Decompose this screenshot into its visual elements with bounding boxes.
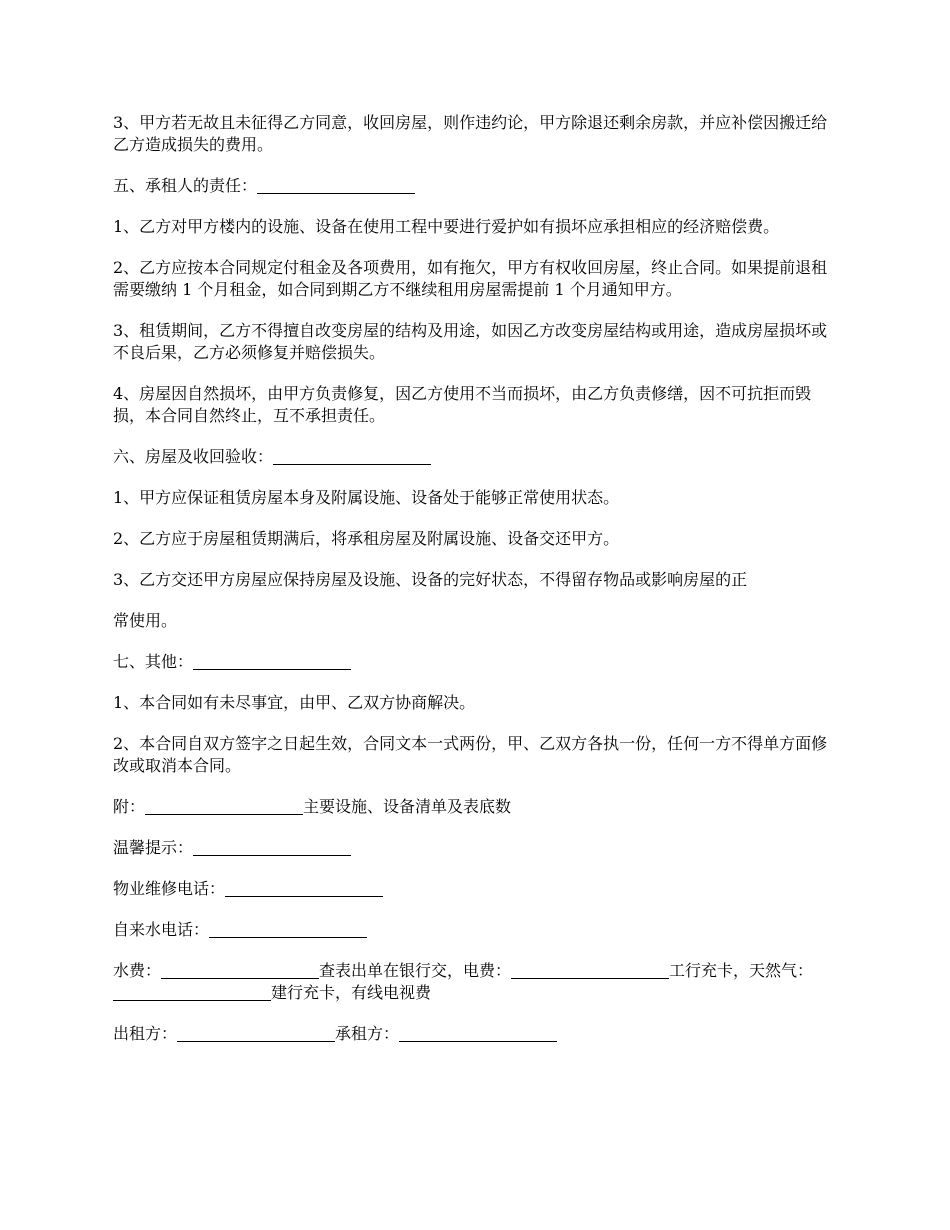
repair-phone-label: 物业维修电话：: [113, 879, 226, 898]
signature-line: [113, 1023, 840, 1045]
section-6-label: 六、房屋及收回验收：: [113, 447, 274, 466]
section-5-heading: [113, 175, 840, 197]
clause-6-1: 1、甲方应保证租赁房屋本身及附属设施、设备处于能够正常使用状态。: [113, 488, 620, 507]
section-5-blank: [257, 175, 415, 194]
clause-6-3-continued: 常使用。: [113, 611, 178, 630]
water-fee-blank: [161, 960, 319, 979]
lessor-label: 出租方：: [113, 1024, 178, 1043]
section-6-blank: [273, 446, 431, 465]
power-fee-text: 工行充卡，天然气：: [669, 961, 814, 980]
lessee-label: 承租方：: [335, 1024, 400, 1043]
clause-4-3: 3、甲方若无故且未征得乙方同意，收回房屋，则作违约论，甲方除退还剩余房款，并应补偿因搬迁给乙方造成损失的费用。: [113, 113, 828, 154]
section-7-blank: [193, 651, 351, 670]
fees-line: [113, 960, 840, 1004]
repair-phone-blank: [225, 878, 383, 897]
section-7-heading: [113, 651, 840, 673]
section-6-heading: [113, 446, 840, 468]
section-7-label: 七、其他：: [113, 652, 194, 671]
document-body: [113, 112, 840, 1064]
water-phone-label: 自来水电话：: [113, 920, 210, 939]
gas-fee-blank: [113, 982, 271, 1001]
section-5-label: 五、承租人的责任：: [113, 176, 258, 195]
power-fee-blank: [511, 960, 669, 979]
attachment-line: [113, 796, 840, 818]
water-fee-text: 查表出单在银行交，电费：: [319, 961, 512, 980]
gas-fee-text: 建行充卡，有线电视费: [271, 983, 432, 1002]
lessee-blank: [399, 1023, 557, 1042]
tip-line: [113, 837, 840, 859]
attachment-text: 主要设施、设备清单及表底数: [303, 797, 512, 816]
clause-5-3: 3、租赁期间，乙方不得擅自改变房屋的结构及用途，如因乙方改变房屋结构或用途，造成房屋损坏或不良后果，乙方必须修复并赔偿损失。: [113, 321, 828, 362]
clause-7-2: 2、本合同自双方签字之日起生效，合同文本一式两份，甲、乙双方各执一份，任何一方不得单方面修改或取消本合同。: [113, 734, 828, 775]
clause-6-2: 2、乙方应于房屋租赁期满后，将承租房屋及附属设施、设备交还甲方。: [113, 529, 620, 548]
clause-6-3: 3、乙方交还甲方房屋应保持房屋及设施、设备的完好状态，不得留存物品或影响房屋的正: [113, 570, 748, 589]
attachment-label: 附：: [113, 797, 146, 816]
water-phone-blank: [209, 919, 367, 938]
lessor-blank: [177, 1023, 335, 1042]
clause-5-2: 2、乙方应按本合同规定付租金及各项费用，如有拖欠，甲方有权收回房屋，终止合同。如果提前退租需要缴纳 1 个月租金，如合同到期乙方不继续租用房屋需提前 1 个月通知甲方。: [113, 258, 828, 299]
clause-7-1: 1、本合同如有未尽事宜，由甲、乙双方协商解决。: [113, 693, 476, 712]
repair-phone-line: [113, 878, 840, 900]
water-fee-label: 水费：: [113, 961, 162, 980]
tip-label: 温馨提示：: [113, 838, 194, 857]
clause-5-4: 4、房屋因自然损坏，由甲方负责修复，因乙方使用不当而损坏，由乙方负责修缮，因不可抗拒而毁损，本合同自然终止，互不承担责任。: [113, 384, 812, 425]
attachment-blank: [145, 796, 303, 815]
water-phone-line: [113, 919, 840, 941]
clause-5-1: 1、乙方对甲方楼内的设施、设备在使用工程中要进行爱护如有损坏应承担相应的经济赔偿费。: [113, 217, 780, 236]
tip-blank: [193, 837, 351, 856]
